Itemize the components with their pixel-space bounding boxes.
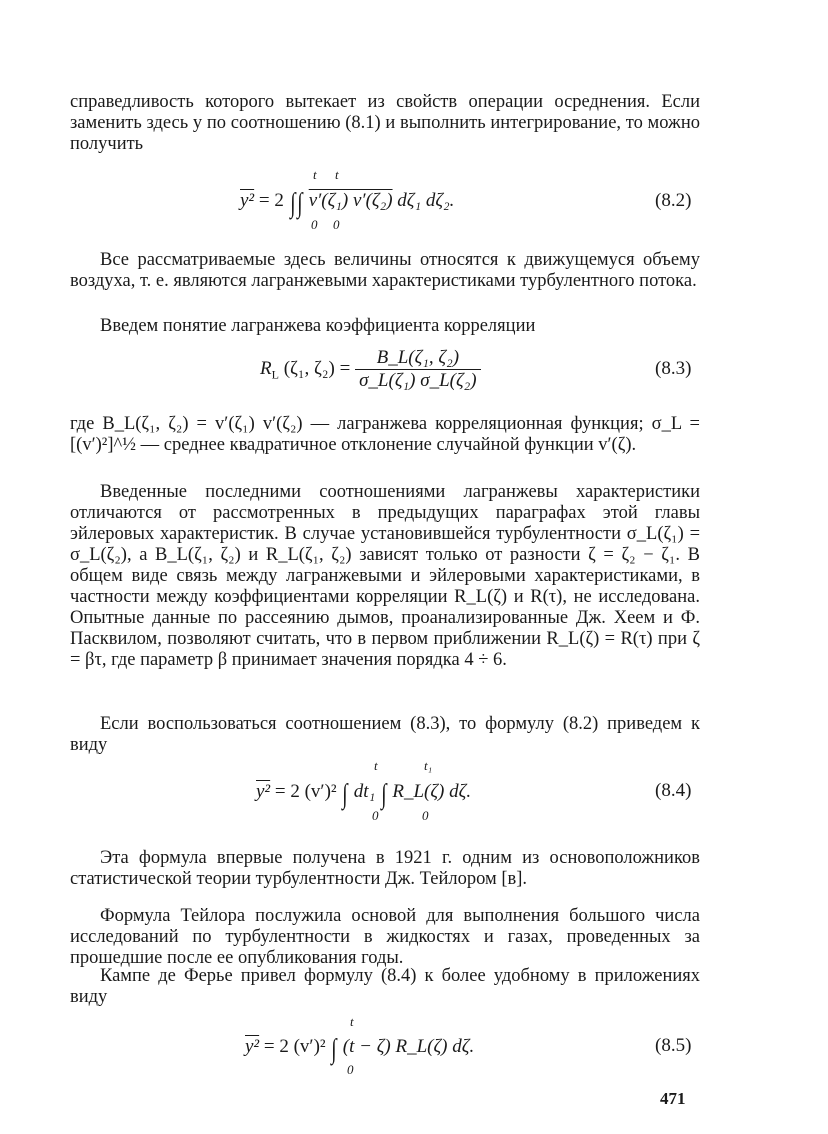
- integral-sign: ∫: [297, 188, 303, 219]
- eq82-number: (8.2): [655, 190, 692, 211]
- eq83-lhs: R: [260, 357, 272, 379]
- paragraph-1: справедливость которого вытекает из свойств операции осреднения. Если заменить здесь y по соотношению (8.1) и выполнить интегрирование, то можно получить: [70, 92, 700, 154]
- paragraph-8: Формула Тейлора послужила основой для выполнения большого числа исследований по турбулентности в жидкостях и газах, проведенных за прошедшие после ее опубликования годы.: [70, 906, 700, 968]
- eq84-number: (8.4): [655, 780, 692, 801]
- eq84-tail: R_L(ζ) dζ.: [392, 781, 472, 802]
- eq83-number: (8.3): [655, 358, 692, 379]
- paragraph-9: Кампе де Ферье привел формулу (8.4) к более удобному в приложениях виду: [70, 966, 700, 1007]
- eq82-upper-limit-1: t: [313, 167, 317, 182]
- integral-sign: ∫: [342, 779, 348, 810]
- eq83-fraction: [355, 347, 481, 392]
- eq85-upper-limit: t: [350, 1014, 354, 1029]
- eq84-lower-limit-2: 0: [422, 808, 429, 823]
- paragraph-3: Введем понятие лагранжева коэффициента корреляции: [100, 316, 536, 336]
- eq85-tail: (t − ζ) R_L(ζ) dζ.: [342, 1036, 475, 1057]
- eq84-body: = 2 (v′)²: [274, 781, 337, 802]
- eq84-mid: dt₁: [353, 781, 376, 802]
- eq82-lhs: y²: [240, 190, 255, 211]
- paragraph-7: Эта формула впервые получена в 1921 г. одним из основоположников статистической теории турбулентности Дж. Тейлором [в].: [70, 848, 700, 889]
- eq82-body: = 2: [258, 190, 284, 211]
- paragraph-5: Введенные последними соотношениями лагранжевы характеристики отличаются от рассмотренных в предыдущих параграфах этой главы эйлеровых характеристик. В случае установившейся турбулентности σ_L(ζ₁) = σ_L(ζ₂), а B_L(ζ₁, ζ₂) и R_L(ζ₁, ζ₂) зависят только от разности ζ = ζ₂ − ζ₁. В общем виде связь между лагранжевыми и эйлеровыми характеристиками, в частности между коэффициентами корреляции R_L(ζ) и R(τ), не исследована. Опытные данные по рассеянию дымов, проанализированные Дж. Хеем и Ф. Пасквилом, позволяют считать, что в первом приближении R_L(ζ) = R(τ) при ζ = βτ, где параметр β принимает значения порядка 4 ÷ 6.: [70, 482, 700, 670]
- eq82-tail: dζ₁ dζ₂.: [397, 190, 455, 211]
- eq82-upper-limit-2: t: [335, 167, 339, 182]
- eq84-upper-limit-2: t₁: [424, 758, 433, 773]
- eq82-lower-limit-2: 0: [333, 217, 340, 232]
- eq83-args: (ζ₁, ζ₂) =: [283, 357, 351, 379]
- eq84-lower-limit-1: 0: [372, 808, 379, 823]
- page-number: 471: [660, 1089, 686, 1108]
- eq85-lower-limit: 0: [347, 1062, 354, 1077]
- integral-sign: ∫: [331, 1034, 337, 1065]
- eq82-lower-limit-1: 0: [311, 217, 318, 232]
- eq85-number: (8.5): [655, 1035, 692, 1056]
- integral-sign: ∫: [289, 188, 296, 219]
- eq82-integrand: v′(ζ₁) v′(ζ₂): [308, 190, 393, 211]
- eq84-lhs: y²: [256, 781, 271, 802]
- eq83-sub: L: [271, 367, 279, 382]
- eq83-denominator: σ_L(ζ₁) σ_L(ζ₂): [359, 370, 477, 391]
- paragraph-4: где B_L(ζ₁, ζ₂) = v′(ζ₁) v′(ζ₂) — лагранжева корреляционная функция; σ_L = [(v′)²]^½ — среднее квадратичное отклонение случайной функции v′(ζ).: [70, 414, 700, 455]
- paragraph-2: Все рассматриваемые здесь величины относятся к движущемуся объему воздуха, т. е. являются лагранжевыми характеристиками турбулентного потока.: [70, 250, 700, 291]
- eq83-numerator: B_L(ζ₁, ζ₂): [355, 347, 481, 370]
- eq85-body: = 2 (v′)²: [263, 1036, 326, 1057]
- paragraph-6: Если воспользоваться соотношением (8.3), то формулу (8.2) приведем к виду: [70, 714, 700, 755]
- equation-8-3: [260, 347, 481, 392]
- eq85-lhs: y²: [245, 1036, 260, 1057]
- integral-sign: ∫: [381, 779, 387, 810]
- eq84-upper-limit-1: t: [374, 758, 378, 773]
